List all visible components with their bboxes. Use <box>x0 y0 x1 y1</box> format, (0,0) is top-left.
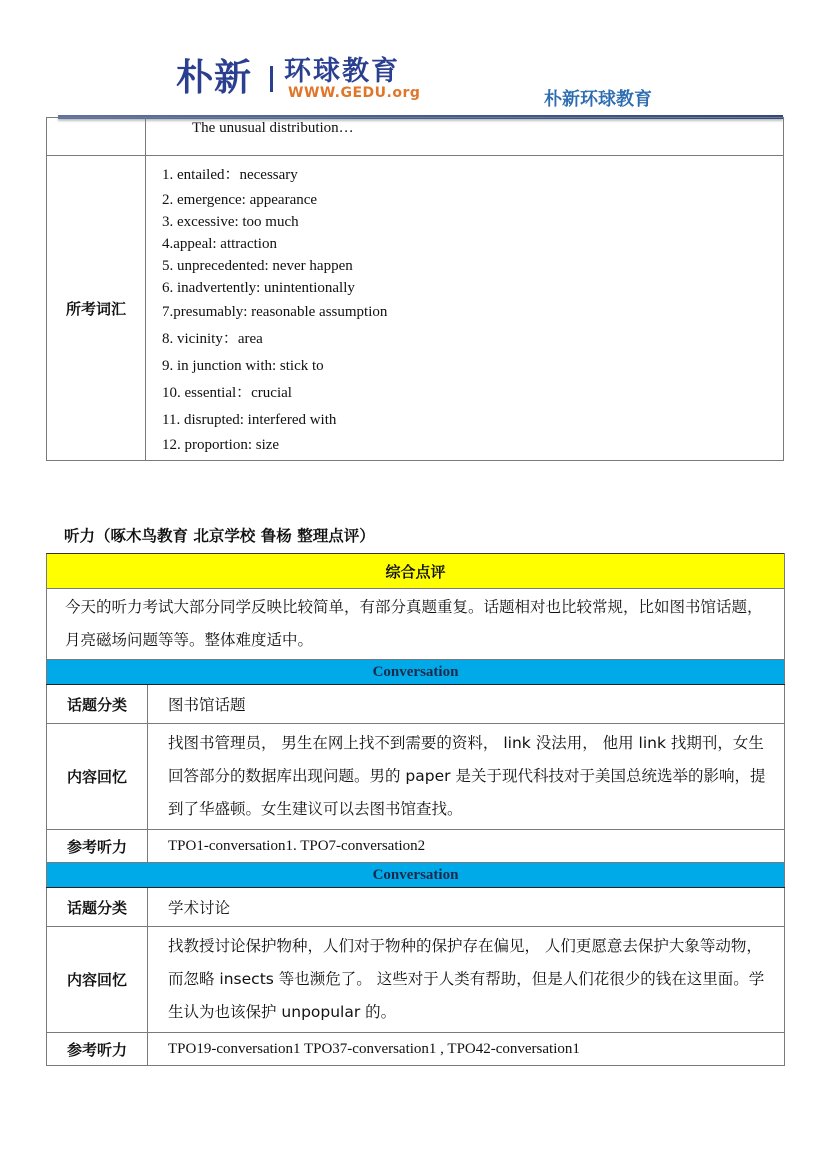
topic-value: 图书馆话题 <box>148 685 785 724</box>
logo-subbrand: 环球教育 <box>284 56 400 87</box>
vocab-item: 8. vicinity：area <box>162 331 263 347</box>
vocab-table <box>46 117 784 461</box>
vocab-item: 6. inadvertently: unintentionally <box>162 280 355 296</box>
continued-label-cell <box>47 118 146 156</box>
vocab-item: 3. excessive: too much <box>162 214 299 230</box>
listening-table <box>46 553 785 1066</box>
topic-label: 话题分类 <box>47 888 148 927</box>
continued-row <box>47 118 784 156</box>
vocab-item: 9. in junction with: stick to <box>162 358 324 374</box>
content-value: 找图书管理员， 男生在网上找不到需要的资料， link 没法用， 他用 link 找期刊，女生回答部分的数据库出现问题。男的 paper 是关于现代科技对于美国总统选举的影响，提到了华盛顿。女生建议可以去图书馆查找。 <box>148 724 785 830</box>
summary-text: 今天的听力考试大部分同学反映比较简单，有部分真题重复。话题相对也比较常规，比如图书馆话题，月亮磁场问题等等。整体难度适中。 <box>47 589 785 660</box>
vocab-row <box>47 156 784 461</box>
content-value: 找教授讨论保护物种，人们对于物种的保护存在偏见， 人们更愿意去保护大象等动物，而忽略 insects 等也濒危了。 这些对于人类有帮助，但是人们花很少的钱在这里面。学生认为也该保护 unpopular 的。 <box>148 927 785 1033</box>
logo-separator <box>270 66 273 92</box>
topic-value: 学术讨论 <box>148 888 785 927</box>
summary-row <box>47 589 785 660</box>
topic-label: 话题分类 <box>47 685 148 724</box>
reference-value: TPO19-conversation1 TPO37-conversation1 , TPO42-conversation1 <box>148 1033 785 1066</box>
logo-brand: 朴新 <box>176 56 252 99</box>
conversation-header: Conversation <box>47 660 785 685</box>
listening-section-title: 听力（啄木鸟教育 北京学校 鲁杨 整理点评） <box>64 527 375 545</box>
vocab-list <box>146 156 783 460</box>
reference-row <box>47 830 785 863</box>
conversation-header-row <box>47 660 785 685</box>
vocab-item: 12. proportion: size <box>162 437 280 453</box>
page-header <box>0 0 828 118</box>
summary-header-row <box>47 554 785 589</box>
vocab-item: 7.presumably: reasonable assumption <box>162 304 388 320</box>
reference-value: TPO1-conversation1. TPO7-conversation2 <box>148 830 785 863</box>
content-row <box>47 724 785 830</box>
vocab-item: 10. essential：crucial <box>162 385 292 401</box>
content-row <box>47 927 785 1033</box>
reference-label: 参考听力 <box>47 1033 148 1066</box>
summary-header: 综合点评 <box>47 554 785 589</box>
conversation-header: Conversation <box>47 863 785 888</box>
vocab-label: 所考词汇 <box>47 156 146 461</box>
vocab-item: 11. disrupted: interfered with <box>162 412 337 428</box>
reference-row <box>47 1033 785 1066</box>
logo-url: WWW.GEDU.org <box>288 85 421 101</box>
vocab-item: 4.appeal: attraction <box>162 236 277 252</box>
vocab-item: 5. unprecedented: never happen <box>162 258 353 274</box>
vocab-item: 1. entailed：necessary <box>162 167 298 183</box>
vocab-list-cell <box>146 156 784 461</box>
content-label: 内容回忆 <box>47 927 148 1033</box>
content-label: 内容回忆 <box>47 724 148 830</box>
topic-row <box>47 685 785 724</box>
reference-label: 参考听力 <box>47 830 148 863</box>
conversation-header-row <box>47 863 785 888</box>
header-title: 朴新环球教育 <box>544 89 652 110</box>
continued-text-cell <box>146 118 784 156</box>
vocab-item: 2. emergence: appearance <box>162 192 318 208</box>
continued-text: The unusual distribution… <box>192 120 354 136</box>
topic-row <box>47 888 785 927</box>
